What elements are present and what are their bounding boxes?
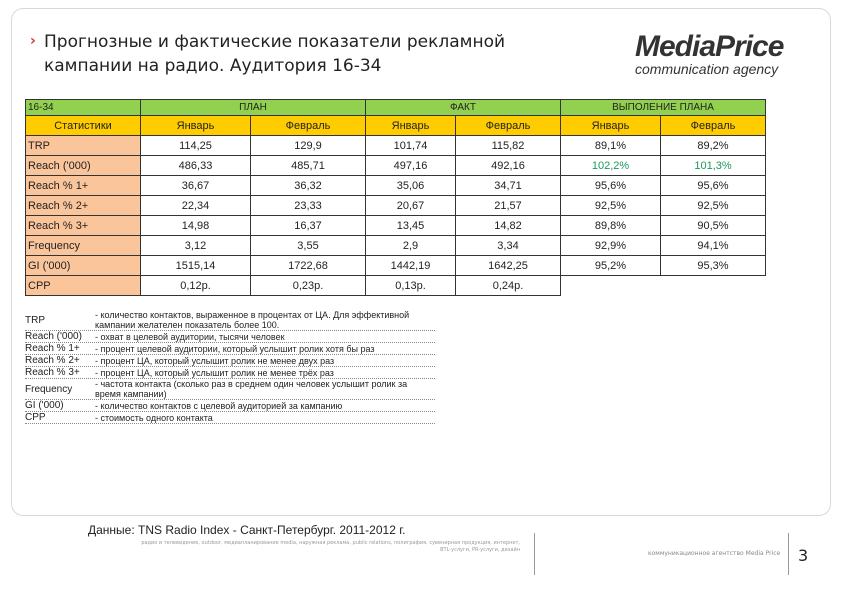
row-label: TRP — [26, 136, 141, 156]
value-cell: 0,12р. — [141, 276, 251, 296]
value-cell: 89,1% — [561, 136, 661, 156]
legend-description: - частота контакта (сколько раз в среднем один человек услышит ролик за время кампании) — [95, 379, 408, 399]
value-cell: 14,98 — [141, 216, 251, 236]
legend-item — [25, 379, 435, 400]
legend — [25, 310, 435, 424]
row-label: Reach % 2+ — [26, 196, 141, 216]
audience-cell: 16-34 — [26, 100, 141, 116]
legend-term: TRP — [25, 314, 45, 326]
legend-term: Frequency — [25, 383, 73, 395]
value-cell: 3,12 — [141, 236, 251, 256]
value-cell: 1722,68 — [251, 256, 366, 276]
value-cell: 3,55 — [251, 236, 366, 256]
legend-term: Reach % 1+ — [25, 343, 80, 354]
group-fact: ФАКТ — [366, 100, 561, 116]
page-number: 3 — [798, 546, 809, 565]
value-cell: 497,16 — [366, 156, 456, 176]
value-cell: 92,9% — [561, 236, 661, 256]
month-header: Январь — [561, 116, 661, 136]
value-cell: 0,13р. — [366, 276, 456, 296]
table-row — [26, 276, 766, 296]
value-cell: 92,5% — [561, 196, 661, 216]
logo — [635, 32, 783, 76]
table-row — [26, 256, 766, 276]
table-row — [26, 136, 766, 156]
logo-sub: communication agency — [635, 61, 779, 77]
divider — [534, 533, 535, 575]
value-cell: 102,2% — [561, 156, 661, 176]
table-row — [26, 196, 766, 216]
value-cell: 101,74 — [366, 136, 456, 156]
month-header: Февраль — [661, 116, 766, 136]
value-cell: 35,06 — [366, 176, 456, 196]
value-cell: 94,1% — [661, 236, 766, 256]
legend-item — [25, 367, 435, 379]
month-header: Январь — [141, 116, 251, 136]
legend-term: CPP — [25, 412, 46, 423]
value-cell: 89,2% — [661, 136, 766, 156]
agency-name: коммуникационное агентство Media Price — [648, 550, 781, 557]
table-row — [26, 216, 766, 236]
value-cell: 485,71 — [251, 156, 366, 176]
value-cell: 89,8% — [561, 216, 661, 236]
value-cell: 1642,25 — [456, 256, 561, 276]
legend-item — [25, 355, 435, 367]
legend-term: GI ('000) — [25, 400, 64, 411]
value-cell: 2,9 — [366, 236, 456, 256]
legend-description: - процент ЦА, который услышит ролик не менее двух раз — [95, 355, 335, 366]
stat-header: Статистики — [26, 116, 141, 136]
value-cell: 1515,14 — [141, 256, 251, 276]
value-cell: 114,25 — [141, 136, 251, 156]
row-label: Reach % 3+ — [26, 216, 141, 236]
value-cell: 92,5% — [661, 196, 766, 216]
value-cell: 95,2% — [561, 256, 661, 276]
value-cell: 20,67 — [366, 196, 456, 216]
legend-description: - охват в целевой аудитории, тысячи человек — [95, 331, 285, 342]
legend-description: - стоимость одного контакта — [95, 412, 213, 423]
legend-term: Reach % 3+ — [25, 367, 80, 378]
value-cell: 0,24р. — [456, 276, 561, 296]
row-label: GI ('000) — [26, 256, 141, 276]
legend-description: - процент целевой аудитории, который услышит ролик хотя бы раз — [95, 343, 375, 354]
table-row — [26, 176, 766, 196]
month-header: Февраль — [251, 116, 366, 136]
value-cell: 1442,19 — [366, 256, 456, 276]
legend-item — [25, 400, 435, 412]
value-cell: 95,6% — [561, 176, 661, 196]
legend-description: - количество контактов, выраженное в процентах от ЦА. Для эффективной кампании желателен показатель более 100. — [95, 310, 410, 330]
value-cell: 21,57 — [456, 196, 561, 216]
value-cell: 16,37 — [251, 216, 366, 236]
bullet-arrow-icon: › — [30, 33, 36, 49]
value-cell: 95,3% — [661, 256, 766, 276]
value-cell: 3,34 — [456, 236, 561, 256]
stats-table — [25, 99, 766, 296]
legend-term: Reach % 2+ — [25, 355, 80, 366]
empty-cell — [561, 276, 661, 296]
value-cell: 95,6% — [661, 176, 766, 196]
footer-fine-print: радио и телевидение, outdoor, медиапланирование media, наружная реклама, public relations, полиграфия, сувенирная продукция, интернет, BTL-услуги, PR-услуги, дизайн — [141, 540, 520, 553]
table-row — [26, 156, 766, 176]
legend-term: Reach ('000) — [25, 331, 82, 342]
divider — [788, 533, 789, 575]
group-plan: ПЛАН — [141, 100, 366, 116]
row-label: Reach % 1+ — [26, 176, 141, 196]
value-cell: 115,82 — [456, 136, 561, 156]
legend-item — [25, 412, 435, 424]
value-cell: 22,34 — [141, 196, 251, 216]
value-cell: 486,33 — [141, 156, 251, 176]
legend-description: - количество контактов с целевой аудиторией за кампанию — [95, 400, 343, 411]
value-cell: 0,23р. — [251, 276, 366, 296]
legend-description: - процент ЦА, который услышит ролик не менее трёх раз — [95, 367, 334, 378]
row-label: CPP — [26, 276, 141, 296]
value-cell: 101,3% — [661, 156, 766, 176]
slide-title: Прогнозные и фактические показатели рекламной кампании на радио. Аудитория 16-34 — [44, 32, 506, 76]
value-cell: 492,16 — [456, 156, 561, 176]
month-header: Февраль — [456, 116, 561, 136]
value-cell: 23,33 — [251, 196, 366, 216]
legend-item — [25, 331, 435, 343]
value-cell: 13,45 — [366, 216, 456, 236]
row-label: Reach ('000) — [26, 156, 141, 176]
logo-main: MediaPrice — [635, 30, 784, 63]
value-cell: 36,32 — [251, 176, 366, 196]
table-row — [26, 236, 766, 256]
legend-item — [25, 310, 435, 331]
value-cell: 90,5% — [661, 216, 766, 236]
data-source: Данные: TNS Radio Index - Санкт-Петербург. 2011-2012 г. — [88, 523, 406, 537]
group-execution: ВЫПОЛЕНИЕ ПЛАНА — [561, 100, 766, 116]
value-cell: 14,82 — [456, 216, 561, 236]
month-header: Январь — [366, 116, 456, 136]
value-cell: 34,71 — [456, 176, 561, 196]
value-cell: 129,9 — [251, 136, 366, 156]
legend-item — [25, 343, 435, 355]
value-cell: 36,67 — [141, 176, 251, 196]
row-label: Frequency — [26, 236, 141, 256]
empty-cell — [661, 276, 766, 296]
